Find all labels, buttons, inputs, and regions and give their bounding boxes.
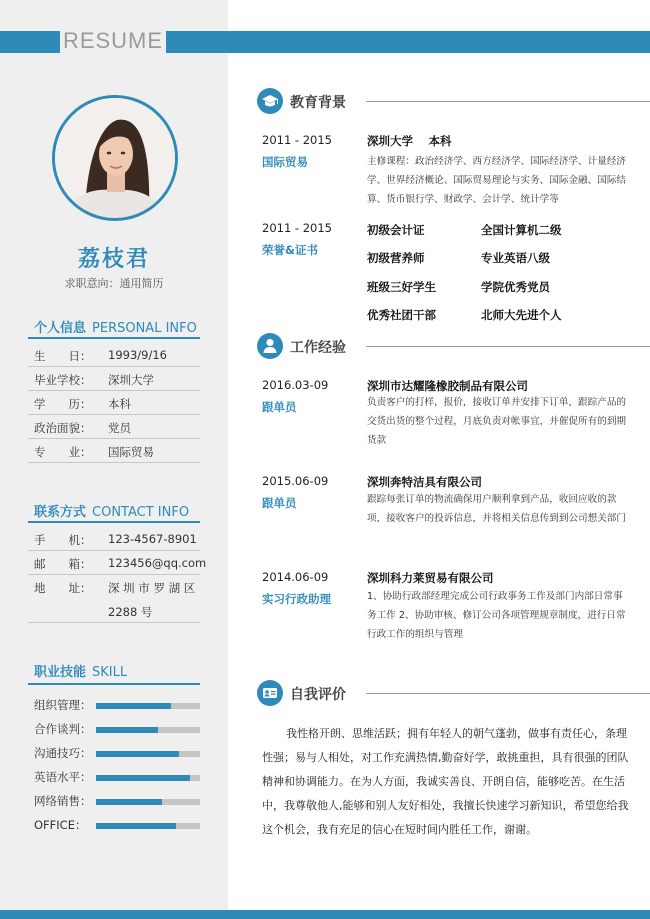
- contact-info-title-en: CONTACT INFO: [92, 505, 190, 520]
- personal-info-title-en: PERSONAL INFO: [92, 321, 197, 336]
- work-company: 深圳市达耀隆橡胶制品有限公司: [367, 379, 528, 393]
- skill-label: 组织管理：: [34, 698, 92, 712]
- info-key: 专 业：: [34, 445, 92, 459]
- info-row-school: [28, 367, 200, 391]
- skills-title-cn: 职业技能: [34, 665, 87, 680]
- info-key: 政治面貌：: [34, 421, 92, 435]
- skills-title-en: SKILL: [92, 665, 128, 680]
- info-row-major: [28, 439, 200, 463]
- work-company: 深圳奔特洁具有限公司: [367, 475, 482, 489]
- info-row-address: [28, 575, 200, 623]
- skill-bar-fill: [96, 823, 176, 829]
- skills-rule: [28, 683, 200, 685]
- skill-bar: [96, 799, 200, 805]
- education-rule: [366, 101, 650, 102]
- contact-info-title-cn: 联系方式: [34, 505, 87, 520]
- work-date: 2014.06-09: [262, 570, 329, 584]
- info-row-phone: [28, 527, 200, 551]
- info-key: 手 机：: [34, 533, 92, 547]
- graduation-cap-icon: [257, 88, 283, 114]
- person-icon: [257, 333, 283, 359]
- work-date: 2016.03-09: [262, 378, 329, 392]
- skill-bar-fill: [96, 727, 158, 733]
- info-value: 本科: [108, 397, 131, 411]
- work-position: 跟单员: [262, 496, 297, 510]
- info-value: 党员: [108, 421, 131, 435]
- info-key: 地 址：: [34, 581, 92, 595]
- honor-item: 北师大先进个人: [481, 308, 562, 322]
- honors-date: 2011 - 2015: [262, 221, 332, 235]
- info-value: 国际贸易: [108, 445, 154, 459]
- resume-heading: RESUME: [62, 28, 164, 53]
- skill-bar: [96, 703, 200, 709]
- job-intent: 求职意向：通用简历: [64, 277, 164, 290]
- skill-bar-fill: [96, 703, 171, 709]
- personal-info-rule: [28, 337, 200, 339]
- skill-bar-fill: [96, 775, 190, 781]
- work-description: 负责客户的打样，报价，接收订单并安排下订单，跟踪产品的交货出货的整个过程，月底负责对帐事宜，并催促所有的到期货款: [367, 397, 627, 446]
- skill-label: 沟通技巧：: [34, 746, 92, 760]
- education-major: 国际贸易: [262, 155, 308, 169]
- self-eval-text: 我性格开朗、思维活跃；拥有年轻人的朝气蓬勃，做事有责任心，条理性强；易与人相处，对工作充满热情,勤奋好学，敢挑重担，具有很强的团队精神和协调能力。在为人方面，我诚实善良、开朗自信，能够吃苦。在生活中，我尊敬他人,能够和别人友好相处，我擅长快速学习新知识，希望您给我这个机会，我有充足的信心在短时间内胜任工作，谢谢。: [262, 727, 629, 836]
- work-title: 工作经验: [290, 340, 346, 356]
- education-school: 深圳大学 本科: [367, 134, 452, 148]
- avatar: [52, 95, 178, 221]
- contact-info-rule: [28, 521, 200, 523]
- work-description: 跟踪每张订单的物流确保用户顺利拿到产品，收回应收的款项，接收客户的投诉信息，并将相关信息传到到公司想关部门: [367, 494, 627, 524]
- info-value-line2: 2288 号: [108, 605, 153, 619]
- skill-bar: [96, 727, 200, 733]
- skill-bar-fill: [96, 751, 179, 757]
- honor-item: 班级三好学生: [367, 280, 436, 294]
- work-description: 1、协助行政部经理完成公司行政事务工作及部门内部日常事务工作 2、协助审核、修订公司各项管理规章制度，进行日常行政工作的组织与管理: [367, 591, 626, 640]
- skill-label: 合作谈判：: [34, 722, 92, 736]
- skill-bar: [96, 775, 200, 781]
- info-row-degree: [28, 391, 200, 415]
- portrait-photo: [55, 98, 175, 218]
- work-position: 实习行政助理: [262, 592, 331, 606]
- honor-item: 专业英语八级: [481, 251, 550, 265]
- honor-item: 全国计算机二级: [481, 223, 562, 237]
- info-row-birthday: [28, 343, 200, 367]
- skill-bar: [96, 823, 200, 829]
- info-key: 生 日：: [34, 349, 92, 363]
- work-company: 深圳科力莱贸易有限公司: [367, 571, 494, 585]
- self-eval-rule: [366, 693, 650, 694]
- personal-info-title: [34, 317, 197, 336]
- education-courses: 主修课程：政治经济学、西方经济学、国际经济学、计量经济学、世界经济概论、国际贸易理论与实务、国际金融、国际结算、货币银行学、财政学、会计学、统计学等: [367, 156, 627, 205]
- candidate-name: 荔枝君: [77, 247, 150, 272]
- honor-item: 学院优秀党员: [481, 280, 550, 294]
- skill-label: 英语水平：: [34, 770, 92, 784]
- info-key: 毕业学校：: [34, 373, 92, 387]
- skill-label: 网络销售：: [34, 794, 92, 808]
- honor-item: 初级营养师: [367, 251, 425, 265]
- info-key: 学 历：: [34, 397, 92, 411]
- info-value: 123456@qq.com: [108, 556, 207, 570]
- personal-info-title-cn: 个人信息: [34, 321, 87, 336]
- info-value: 深 圳 市 罗 湖 区: [108, 581, 196, 595]
- skill-bar-fill: [96, 799, 162, 805]
- education-date: 2011 - 2015: [262, 133, 332, 147]
- footer-band: [0, 910, 650, 919]
- id-card-icon: [257, 680, 283, 706]
- skill-label: OFFICE：: [34, 818, 87, 832]
- contact-info-title: [34, 501, 189, 520]
- skills-title: [34, 661, 127, 680]
- info-row-email: [28, 551, 207, 575]
- header-band-left: [0, 31, 60, 53]
- info-row-politics: [28, 415, 200, 439]
- info-key: 邮 箱：: [34, 557, 92, 571]
- honor-item: 初级会计证: [367, 223, 425, 237]
- skill-bar: [96, 751, 200, 757]
- honors-title: 荣誉&证书: [262, 243, 319, 257]
- info-value: 123-4567-8901: [108, 532, 197, 546]
- info-value: 深圳大学: [108, 373, 154, 387]
- info-value: 1993/9/16: [108, 348, 167, 362]
- work-date: 2015.06-09: [262, 474, 329, 488]
- self-eval-title: 自我评价: [290, 687, 346, 703]
- header-band-right: [166, 31, 650, 53]
- work-rule: [366, 346, 650, 347]
- education-title: 教育背景: [290, 95, 346, 111]
- work-position: 跟单员: [262, 400, 297, 414]
- honor-item: 优秀社团干部: [367, 308, 436, 322]
